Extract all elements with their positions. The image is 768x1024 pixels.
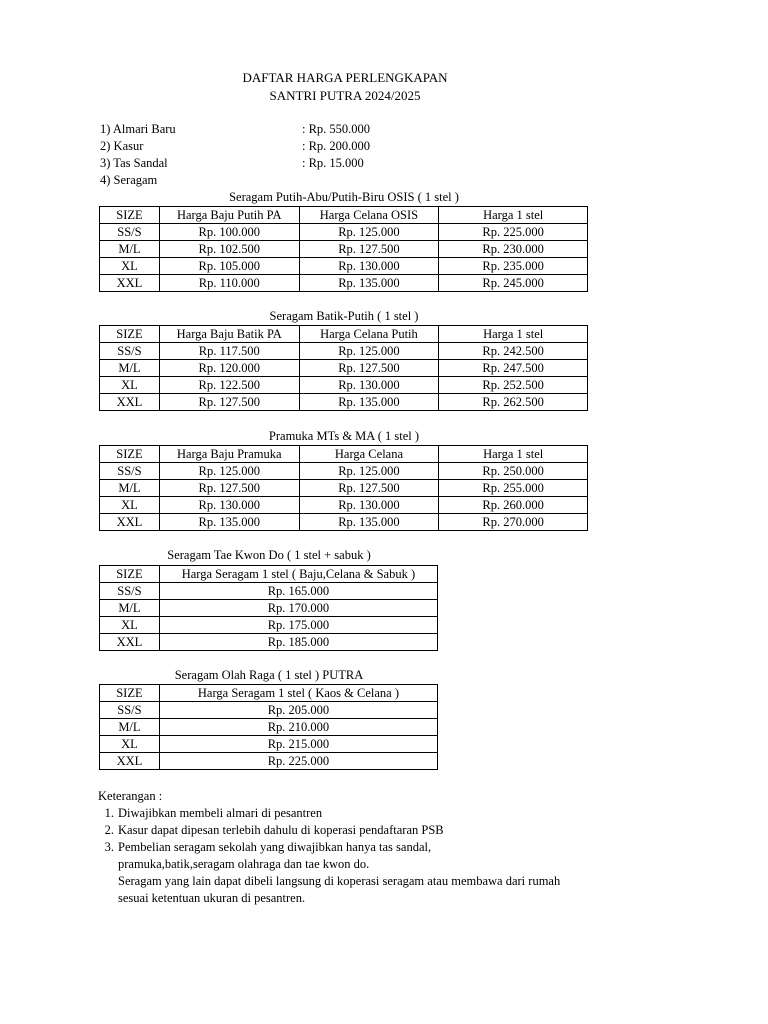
note-line: pramuka,batik,seragam olahraga dan tae kwon do. bbox=[118, 857, 370, 871]
table-cell: Rp. 235.000 bbox=[439, 258, 588, 275]
table-cell: M/L bbox=[100, 360, 160, 377]
table-row bbox=[100, 600, 438, 617]
table-cell: Rp. 127.500 bbox=[159, 394, 299, 411]
table-cell: SS/S bbox=[100, 224, 160, 241]
header-cell: Harga Celana bbox=[299, 446, 439, 463]
table-cell: XXL bbox=[100, 275, 160, 292]
title-line-2: SANTRI PUTRA 2024/2025 bbox=[269, 88, 421, 103]
table-row bbox=[100, 463, 588, 480]
table-cell: Rp. 135.000 bbox=[299, 514, 439, 531]
item-price: : Rp. 15.000 bbox=[302, 156, 364, 170]
header-cell: SIZE bbox=[100, 326, 160, 343]
header-cell: SIZE bbox=[100, 207, 160, 224]
note-line: Seragam yang lain dapat dibeli langsung di koperasi seragam atau membawa dari rumah bbox=[118, 874, 561, 888]
price-table-taekwondo bbox=[99, 565, 438, 651]
item-label: 4) Seragam bbox=[100, 173, 158, 187]
header-cell: Harga 1 stel bbox=[439, 326, 588, 343]
table-cell: Rp. 225.000 bbox=[159, 753, 437, 770]
table-caption-pramuka: Pramuka MTs & MA ( 1 stel ) bbox=[268, 429, 420, 443]
table-cell: SS/S bbox=[100, 343, 160, 360]
table-row bbox=[100, 617, 438, 634]
table-row bbox=[100, 497, 588, 514]
table-cell: Rp. 122.500 bbox=[159, 377, 299, 394]
header-cell: Harga Celana Putih bbox=[299, 326, 439, 343]
header-cell: Harga Baju Pramuka bbox=[159, 446, 299, 463]
item-price: : Rp. 550.000 bbox=[302, 122, 371, 136]
header-cell: Harga Celana OSIS bbox=[299, 207, 439, 224]
table-cell: Rp. 185.000 bbox=[159, 634, 437, 651]
notes-title: Keterangan : bbox=[98, 789, 163, 803]
table-cell: Rp. 102.500 bbox=[159, 241, 299, 258]
table-caption-taekwondo: Seragam Tae Kwon Do ( 1 stel + sabuk ) bbox=[167, 548, 371, 562]
table-cell: Rp. 165.000 bbox=[159, 583, 437, 600]
table-cell: Rp. 230.000 bbox=[439, 241, 588, 258]
table-cell: Rp. 130.000 bbox=[299, 497, 439, 514]
table-row bbox=[100, 583, 438, 600]
table-cell: XL bbox=[100, 497, 160, 514]
table-cell: XXL bbox=[100, 753, 160, 770]
table-row bbox=[100, 736, 438, 753]
table-row bbox=[100, 360, 588, 377]
table-row bbox=[100, 634, 438, 651]
note-line: sesuai ketentuan ukuran di pesantren. bbox=[118, 891, 306, 905]
table-row bbox=[100, 275, 588, 292]
table-row bbox=[100, 514, 588, 531]
note-line: Diwajibkan membeli almari di pesantren bbox=[118, 806, 323, 820]
table-cell: Rp. 130.000 bbox=[299, 258, 439, 275]
table-cell: SS/S bbox=[100, 583, 160, 600]
table-cell: XL bbox=[100, 377, 160, 394]
table-cell: Rp. 125.000 bbox=[299, 463, 439, 480]
table-cell: Rp. 100.000 bbox=[159, 224, 299, 241]
table-header-row bbox=[100, 207, 588, 224]
item-label: 1) Almari Baru bbox=[100, 122, 176, 136]
table-cell: Rp. 260.000 bbox=[439, 497, 588, 514]
table-cell: Rp. 242.500 bbox=[439, 343, 588, 360]
table-cell: Rp. 105.000 bbox=[159, 258, 299, 275]
item-label: 2) Kasur bbox=[100, 139, 144, 153]
table-header-row bbox=[100, 446, 588, 463]
table-header-row bbox=[100, 566, 438, 583]
note-number: 1. bbox=[104, 806, 114, 820]
table-cell: SS/S bbox=[100, 463, 160, 480]
table-cell: Rp. 250.000 bbox=[439, 463, 588, 480]
table-cell: Rp. 252.500 bbox=[439, 377, 588, 394]
table-cell: Rp. 270.000 bbox=[439, 514, 588, 531]
header-cell: Harga Baju Putih PA bbox=[159, 207, 299, 224]
table-cell: M/L bbox=[100, 719, 160, 736]
table-cell: Rp. 255.000 bbox=[439, 480, 588, 497]
table-cell: Rp. 262.500 bbox=[439, 394, 588, 411]
table-cell: XL bbox=[100, 736, 160, 753]
note-item bbox=[98, 839, 698, 907]
table-header-row bbox=[100, 326, 588, 343]
table-cell: XL bbox=[100, 258, 160, 275]
table-row bbox=[100, 343, 588, 360]
header-cell: Harga Seragam 1 stel ( Baju,Celana & Sabuk ) bbox=[159, 566, 437, 583]
header-cell: SIZE bbox=[100, 685, 160, 702]
table-cell: Rp. 170.000 bbox=[159, 600, 437, 617]
table-row bbox=[100, 258, 588, 275]
price-table-pramuka bbox=[99, 445, 588, 531]
table-cell: Rp. 125.000 bbox=[159, 463, 299, 480]
price-table-osis bbox=[99, 206, 588, 292]
table-row bbox=[100, 377, 588, 394]
table-cell: Rp. 127.500 bbox=[299, 360, 439, 377]
header-cell: SIZE bbox=[100, 566, 160, 583]
table-cell: Rp. 247.500 bbox=[439, 360, 588, 377]
notes-section bbox=[98, 788, 698, 907]
note-item bbox=[98, 805, 698, 822]
table-caption-osis: Seragam Putih-Abu/Putih-Biru OSIS ( 1 stel ) bbox=[229, 190, 459, 204]
header-cell: Harga Baju Batik PA bbox=[159, 326, 299, 343]
header-cell: Harga 1 stel bbox=[439, 446, 588, 463]
item-price: : Rp. 200.000 bbox=[302, 139, 371, 153]
header-cell: SIZE bbox=[100, 446, 160, 463]
title-line-1: DAFTAR HARGA PERLENGKAPAN bbox=[242, 70, 448, 85]
table-cell: Rp. 110.000 bbox=[159, 275, 299, 292]
price-table-batik bbox=[99, 325, 588, 411]
table-cell: Rp. 135.000 bbox=[159, 514, 299, 531]
table-cell: Rp. 127.500 bbox=[159, 480, 299, 497]
table-row bbox=[100, 241, 588, 258]
table-cell: SS/S bbox=[100, 702, 160, 719]
note-number: 3. bbox=[104, 840, 114, 854]
table-cell: Rp. 135.000 bbox=[299, 275, 439, 292]
table-row bbox=[100, 753, 438, 770]
note-line: Pembelian seragam sekolah yang diwajibkan hanya tas sandal, bbox=[118, 840, 432, 854]
table-cell: Rp. 175.000 bbox=[159, 617, 437, 634]
table-cell: Rp. 125.000 bbox=[299, 343, 439, 360]
header-cell: Harga Seragam 1 stel ( Kaos & Celana ) bbox=[159, 685, 437, 702]
table-cell: Rp. 130.000 bbox=[159, 497, 299, 514]
table-cell: Rp. 135.000 bbox=[299, 394, 439, 411]
table-cell: Rp. 215.000 bbox=[159, 736, 437, 753]
table-cell: M/L bbox=[100, 600, 160, 617]
table-cell: Rp. 117.500 bbox=[159, 343, 299, 360]
header-cell: Harga 1 stel bbox=[439, 207, 588, 224]
table-cell: M/L bbox=[100, 241, 160, 258]
table-row bbox=[100, 480, 588, 497]
note-number: 2. bbox=[104, 823, 114, 837]
table-caption-batik: Seragam Batik-Putih ( 1 stel ) bbox=[269, 309, 419, 323]
table-header-row bbox=[100, 685, 438, 702]
table-cell: XXL bbox=[100, 634, 160, 651]
table-cell: XXL bbox=[100, 514, 160, 531]
price-table-olahraga bbox=[99, 684, 438, 770]
table-cell: Rp. 127.500 bbox=[299, 241, 439, 258]
note-line: Kasur dapat dipesan terlebih dahulu di koperasi pendaftaran PSB bbox=[118, 823, 444, 837]
table-cell: Rp. 245.000 bbox=[439, 275, 588, 292]
table-row bbox=[100, 702, 438, 719]
note-item bbox=[98, 822, 698, 839]
table-cell: XL bbox=[100, 617, 160, 634]
table-caption-olahraga: Seragam Olah Raga ( 1 stel ) PUTRA bbox=[174, 668, 364, 682]
table-row bbox=[100, 394, 588, 411]
table-row bbox=[100, 224, 588, 241]
table-cell: Rp. 205.000 bbox=[159, 702, 437, 719]
table-cell: Rp. 120.000 bbox=[159, 360, 299, 377]
table-cell: Rp. 225.000 bbox=[439, 224, 588, 241]
table-row bbox=[100, 719, 438, 736]
table-cell: Rp. 130.000 bbox=[299, 377, 439, 394]
table-cell: Rp. 210.000 bbox=[159, 719, 437, 736]
table-cell: XXL bbox=[100, 394, 160, 411]
table-cell: Rp. 127.500 bbox=[299, 480, 439, 497]
table-cell: M/L bbox=[100, 480, 160, 497]
item-label: 3) Tas Sandal bbox=[100, 156, 168, 170]
table-cell: Rp. 125.000 bbox=[299, 224, 439, 241]
